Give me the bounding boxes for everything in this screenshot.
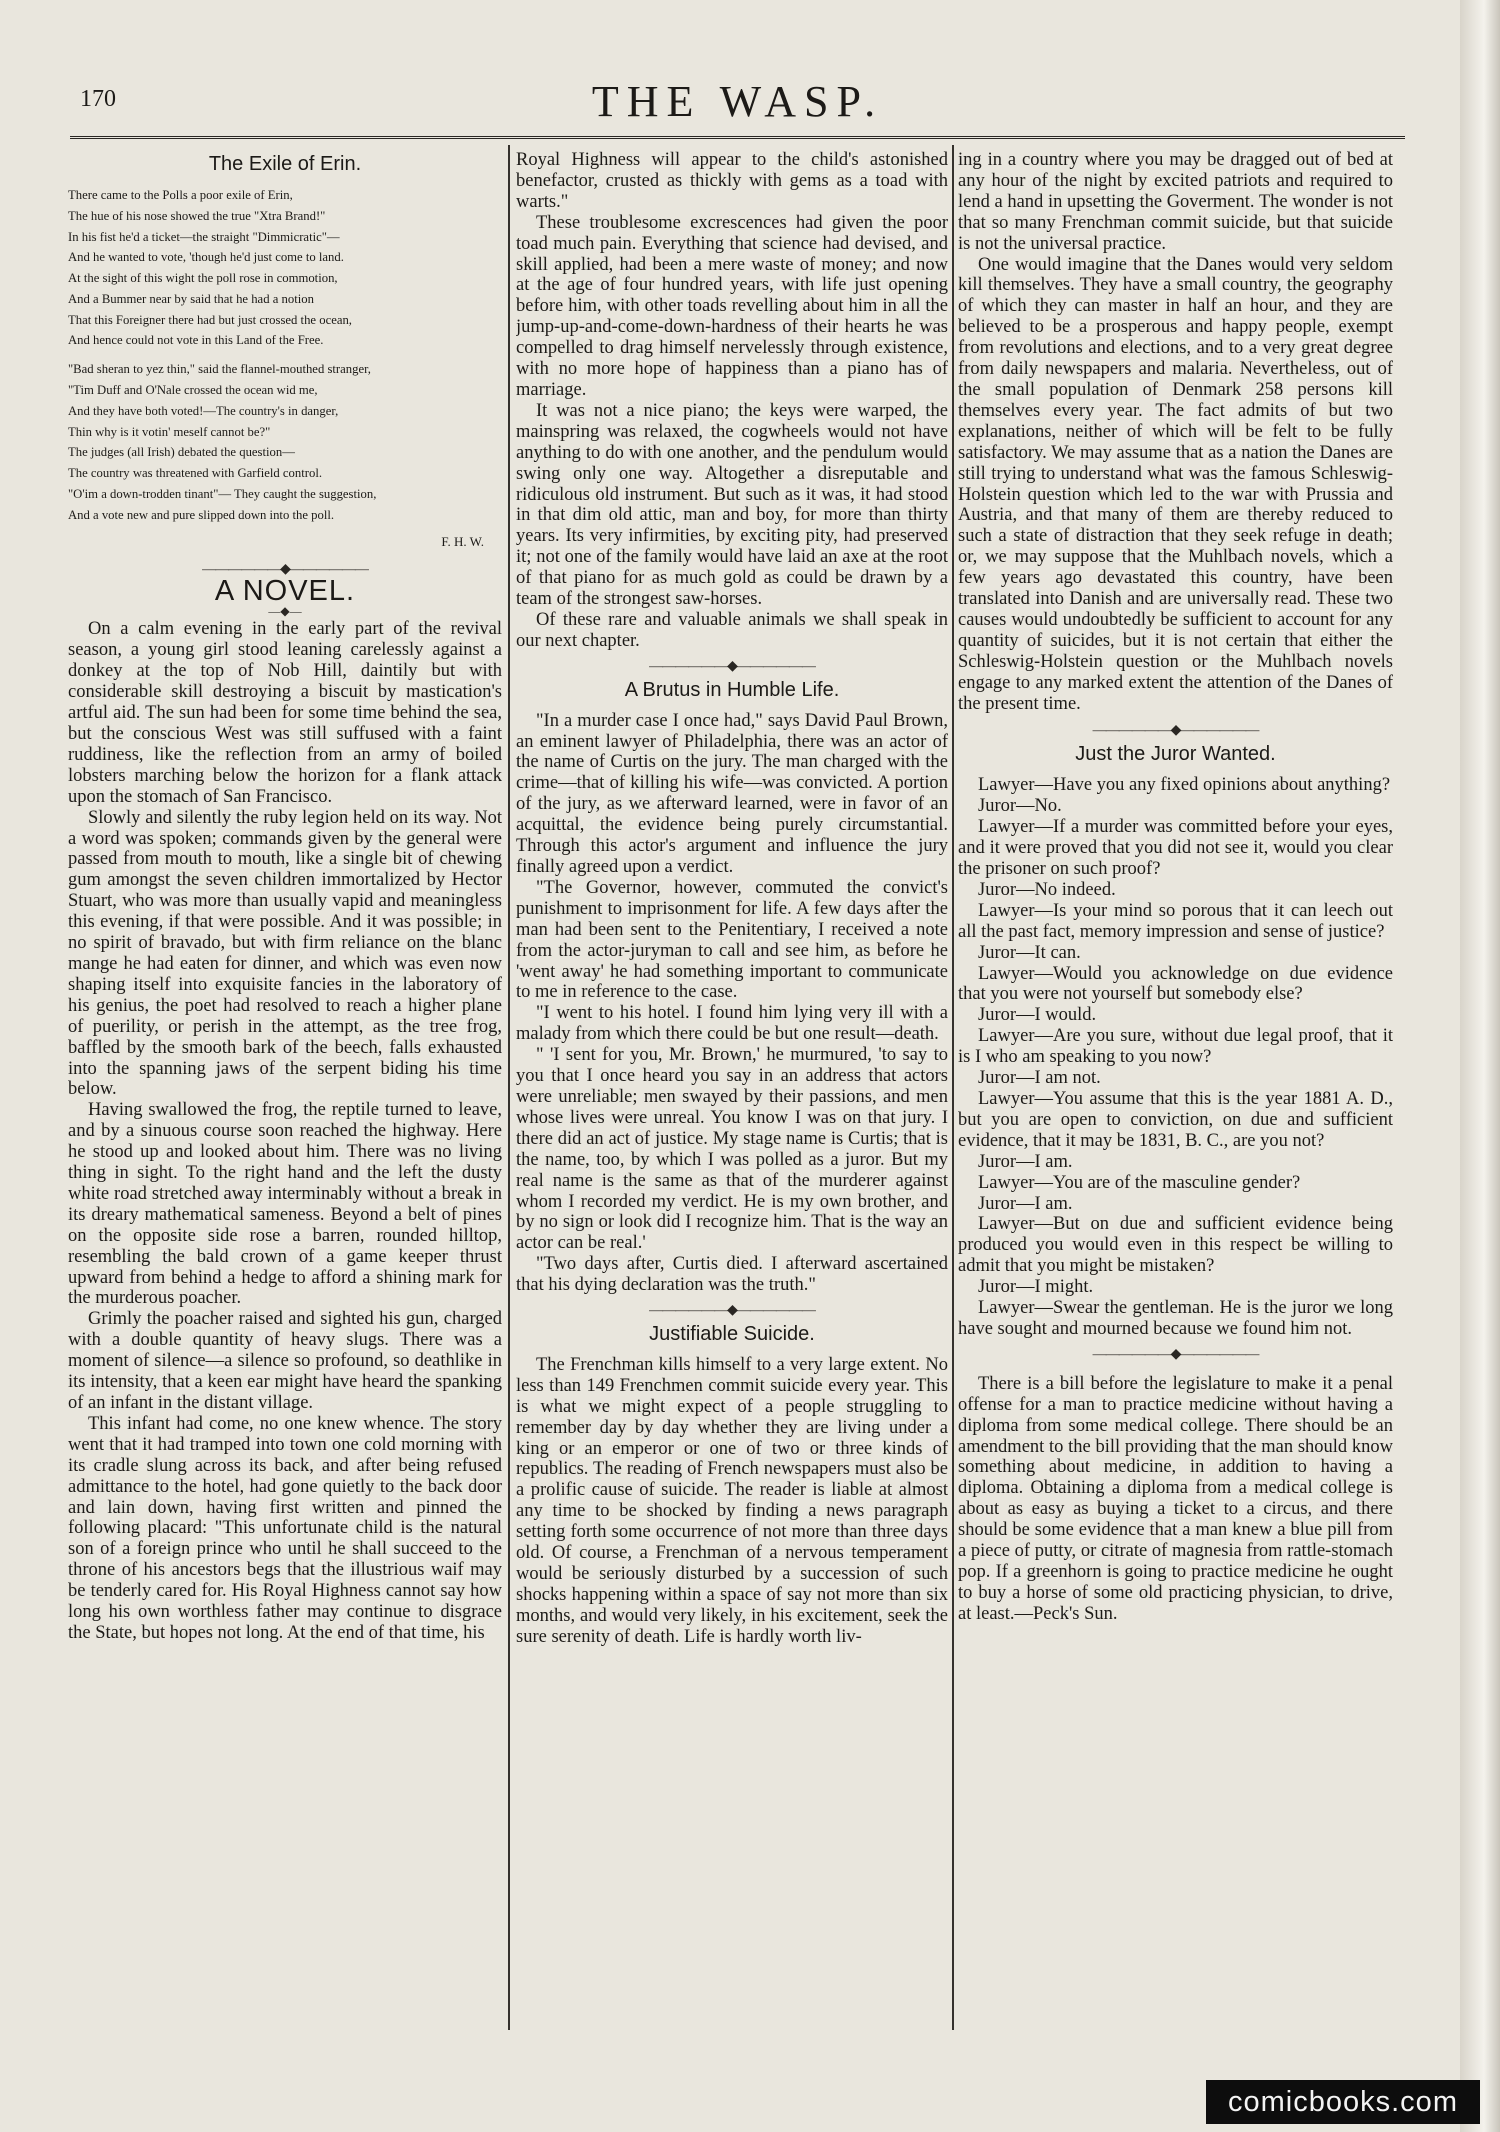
medicine-paragraph: There is a bill before the legislature to make it a penal offense for a man to practice medicine without having a diploma from some medical college. There should be an amendment to the bill providing that the man should know something about medicine, in addition to having a diploma. Obtaining a diploma from a medical college is about as easy as buying a ticket to a circus, and there should be some evidence that a man knew a blue pill from a piece of putty, or citrate of magnesia from rattle-stomach pop. If a greenhorn is going to practice medicine he ought to buy a horse of some old practicing physician, to drive, at least.—Peck's Sun. (958, 1373, 1393, 1624)
novel-title: A NOVEL. (214, 574, 356, 607)
title-divider-ornament: —◆— (268, 604, 302, 619)
suicide-paragraph: One would imagine that the Danes would very seldom kill themselves. They have a small country, the geography of which they can master in half an hour, and they are believed to be a prosperous and happy people, exempt from revolutions and elections, and to a very great degree from daily newspapers and malaria. Nevertheless, out of the small population of Denmark 258 persons kill themselves every year. The fact admits of but two explanations, neither of which will be felt to be fully satisfactory. We may assume that as a nation the Danes are still trying to understand what was the famous Schleswig-Holstein question which led to the war with Prussia and Austria, and that many of them are thereby reduced to such a state of distraction that they seek refuge in death; or, we may suppose that the Muhlbach novels, which a few years ago devastated this country, have been translated into Danish and are universally read. These two causes would undoubtedly be sufficient to account for any quantity of suicides, but it is not certain that either the Schleswig-Holstein question or the Muhlbach novels engage to any marked extent the attention of the Danes of the present time. (958, 254, 1393, 714)
brutus-paragraph: "I went to his hotel. I found him lying very ill with a malady from which there could be but one result—death. (516, 1003, 948, 1045)
poem-line: There came to the Polls a poor exile of Erin, (68, 187, 293, 202)
novel-paragraph: On a calm evening in the early part of the revival season, a young girl stood leaning carelessly against a donkey at the top of Nob Hill, daintily but with considerable skill destroying a biscuit by mastication's artful aid. The sun had been for some time behind the sea, but the conscious West was still suffused with a faint ruddiness, like the reflection from an army of boiled lobsters marching below the horizon for a flank attack upon the stomach of San Francisco. (68, 619, 502, 807)
novel-paragraph: Having swallowed the frog, the reptile turned to leave, and by a sinuous course soon reached the highway. Here he stood up and looked about him. There was no living thing in sight. To the right hand and the left the dusty white road stretched away interminably without a break in its dreary mathematical sameness. Beyond a belt of pines on the opposite side rose a barren, rounded hilltop, resembling the bald crown of a game keeper thrust upward from behind a hedge to afford a shining mark for the murderous poacher. (68, 1100, 502, 1309)
novel-paragraph: Grimly the poacher raised and sighted his gun, charged with a double quantity of heavy slugs. There was a moment of silence—a silence so profound, so deathlike in its intensity, that a keen ear might have heard the spanking of an infant in the distant village. (68, 1309, 502, 1413)
section-divider-ornament: ——————◆—————— (202, 561, 368, 577)
dialogue-line: Lawyer—Swear the gentleman. He is the juror we long have sought and mourned because we found him not. (958, 1298, 1393, 1339)
poem-line: The hue of his nose showed the true "Xtra Brand!" (68, 208, 326, 223)
dialogue-line: Lawyer—Are you sure, without due legal proof, that it is I who am speaking to you now? (958, 1026, 1393, 1068)
page-number: 170 (80, 86, 116, 112)
suicide-paragraph: The Frenchman kills himself to a very large extent. No less than 149 Frenchmen commit suicide every year. This is what we might expect of a people struggling to remember day by day whether they are living under a king or an emperor or one of two or three kinds of republics. The reading of French newspapers must also be a prolific cause of suicide. The reader is liable at almost any time to be shocked by finding a news paragraph setting forth some occurrence of not more than three days old. Of course, a Frenchman of a nervous temperament would be seriously disturbed by a succession of such shocks happening within a space of say not more than six months, and would very likely, in his excitement, seek the sure serenity of death. Life is hardly worth liv- (516, 1354, 948, 1647)
section-divider-ornament: ——————◆—————— (1092, 723, 1259, 739)
column-2 (516, 150, 948, 2030)
dialogue-line: Lawyer—You assume that this is the year 1881 A. D., but you are open to conviction, on due and sufficient evidence, that it may be 1831, B. C., are you not? (958, 1088, 1393, 1151)
suicide-title: Justifiable Suicide. (649, 1323, 815, 1346)
novel-paragraph: Of these rare and valuable animals we shall speak in our next chapter. (516, 609, 948, 651)
novel-paragraph: Royal Highness will appear to the child's astonished benefactor, crusted as thickly with gems as a toad with warts." (516, 150, 948, 212)
poem-line: And a vote new and pure slipped down into the poll. (68, 507, 335, 522)
poem-line: Thin why is it votin' meself cannot be?" (68, 424, 271, 439)
poem-signature: F. H. W. (441, 533, 484, 549)
poem-line: The judges (all Irish) debated the question— (68, 445, 295, 460)
section-divider-ornament: ——————◆—————— (649, 1303, 815, 1319)
poem-line: In his fist he'd a ticket—the straight "Dimmicratic"— (68, 229, 340, 244)
novel-paragraph: It was not a nice piano; the keys were warped, the mainspring was relaxed, the cogwheels would not have anything to do with one another, and the pendulum would swing only one way. Altogether a disreputable and ridiculous old instrument. But such as it was, it had stood in that dim old attic, man and boy, for more than thirty years. Its very infirmities, by exciting pity, had preserved it; not one of the family would have laid an axe at the root of that piano for as much gold as could be drawn by a team of the strongest saw-horses. (516, 400, 948, 610)
column-divider (952, 145, 954, 2030)
brutus-title: A Brutus in Humble Life. (624, 678, 840, 701)
column-3 (958, 150, 1393, 2030)
poem-line: "Tim Duff and O'Nale crossed the ocean wid me, (68, 383, 318, 398)
dialogue-line: Juror—No. (978, 796, 1062, 817)
dialogue-line: Lawyer—Is your mind so porous that it can leech out all the past fact, memory impression and sense of justice? (958, 900, 1393, 942)
brutus-paragraph: "The Governor, however, commuted the convict's punishment to imprisonment for life. A few days after the man had been sent to the Penitentiary, I received a note from the actor-juryman to call and see him, as before he 'went away' he had something important to communicate to me in reference to the case. (516, 877, 948, 1003)
poem-line: The country was threatened with Garfield control. (68, 466, 323, 481)
dialogue-line: Juror—I am. (978, 1193, 1073, 1214)
poem-line: At the sight of this wight the poll rose in commotion, (68, 271, 338, 286)
novel-paragraph: This infant had come, no one knew whence. The story went that it had tramped into town one cold morning with its cradle slung across its back, and after being refused admittance to the hotel, had gone quietly to the back door and lain down, having first written and pinned the following placard: "This unfortunate child is the natural son of a foreign prince who until he shall succeed to the throne of his ancestors begs that the illustrious waif may be tenderly cared for. His Royal Highness cannot say how long his own worthless father may continue to disgrace the State, but hopes not long. At the end of that time, his (68, 1413, 502, 1643)
dialogue-line: Juror—I am. (978, 1151, 1073, 1172)
novel-paragraph: Slowly and silently the ruby legion held on its way. Not a word was spoken; commands given by the general were passed from mouth to mouth, like a single bit of chewing gum amongst the seven children immortalized by Hector Stuart, who was more than usually vapid and meaningless this evening, if that were possible. And it was possible; in no spirit of bravado, but with firm reliance on the blanc mange he had eaten for dinner, and which was even now shaping itself into exquisite fancies in the laboratory of his genius, the poet had resolved to reach a higher plane of puerility, or perish in the attempt, as the tree frog, baffled by the smooth bark of the beech, falls exhausted into the spanning jaws of the serpent biding his time below. (68, 807, 502, 1100)
dialogue-line: Lawyer—If a murder was committed before your eyes, and it were proved that you did not see it, would you clear the prisoner on such proof? (958, 817, 1393, 879)
column-divider (508, 145, 510, 2030)
poem-line: "O'im a down-trodden tinant"— They caught the suggestion, (68, 487, 377, 502)
brutus-paragraph: "Two days after, Curtis died. I afterward ascertained that his dying declaration was the truth." (516, 1254, 948, 1296)
dialogue-line: Lawyer—But on due and sufficient evidence being produced you would even in this respect be willing to admit that you might be mistaken? (958, 1214, 1393, 1277)
section-divider-ornament: ——————◆—————— (649, 658, 815, 674)
juror-title: Just the Juror Wanted. (1075, 743, 1276, 766)
page-edge (1460, 0, 1500, 2132)
dialogue-line: Lawyer—Have you any fixed opinions about anything? (978, 775, 1391, 796)
dialogue-line: Juror—It can. (978, 942, 1081, 963)
poem-line: That this Foreigner there had but just crossed the ocean, (68, 312, 352, 327)
poem-body (68, 185, 502, 526)
poem-line: "Bad sheran to yez thin," said the flannel-mouthed stranger, (68, 362, 371, 377)
poem-line: And they have both voted!—The country's in danger, (68, 403, 339, 418)
watermark-stamp: comicbooks.com (1206, 2080, 1480, 2124)
dialogue-line: Juror—I am not. (978, 1068, 1101, 1089)
masthead-rule (70, 136, 1405, 139)
dialogue-line: Juror—No indeed. (978, 879, 1116, 900)
novel-paragraph: These troublesome excrescences had given the poor toad much pain. Everything that science had devised, and skill applied, had been a mere waste of money; and now at the age of four hundred years, with life just opening before him, with other toads revelling about him in all the jump-up-and-come-down-hardness of their hearts he was compelled to drag himself nervelessly through existence, with no more hope of happiness than a piano has of marriage. (516, 212, 948, 400)
poem-line: And hence could not vote in this Land of the Free. (68, 333, 324, 348)
brutus-paragraph: "In a murder case I once had," says David Paul Brown, an eminent lawyer of Philadelphia, there was an actor of the name of Curtis on the jury. The man charged with the crime—that of killing his wife—was convicted. A portion of the jury, as we afterward learned, were in favor of an acquittal, the evidence being purely circumstantial. Through this actor's argument and influence the jury finally agreed upon a verdict. (516, 710, 948, 877)
masthead (70, 76, 1405, 128)
dialogue-line: Lawyer—Would you acknowledge on due evidence that you were not yourself but somebody else? (958, 963, 1393, 1005)
poem-line: And a Bummer near by said that he had a notion (68, 291, 314, 306)
suicide-paragraph: ing in a country where you may be dragged out of bed at any hour of the night by excited patriots and required to lend a hand in upsetting the Goverment. The wonder is not that so many Frenchman commit suicide, but that suicide is not the universal practice. (958, 150, 1393, 254)
section-divider-ornament: ——————◆—————— (1092, 1346, 1259, 1362)
dialogue-line: Lawyer—You are of the masculine gender? (978, 1172, 1301, 1193)
poem-line: And he wanted to vote, 'though he'd just come to land. (68, 250, 344, 265)
poem-title: The Exile of Erin. (208, 153, 362, 175)
juror-dialogue (958, 775, 1393, 1339)
brutus-paragraph: " 'I sent for you, Mr. Brown,' he murmured, 'to say to you that I once heard you say in an address that actors were unreliable; men swayed by their passions, and men whose lives were unreal. You know I was on that jury. I there did an act of justice. My stage name is Curtis; that is the name, too, by which I was polled as a juror. But my real name is the same as that of the murderer against whom I recorded my verdict. He is my own brother, and by no sign or look did I recognize him. That is the way an actor can be real.' (516, 1045, 948, 1254)
newspaper-title: THE WASP. (591, 77, 884, 126)
dialogue-line: Juror—I might. (978, 1277, 1094, 1298)
dialogue-line: Juror—I would. (978, 1005, 1097, 1026)
column-1 (68, 150, 502, 2030)
